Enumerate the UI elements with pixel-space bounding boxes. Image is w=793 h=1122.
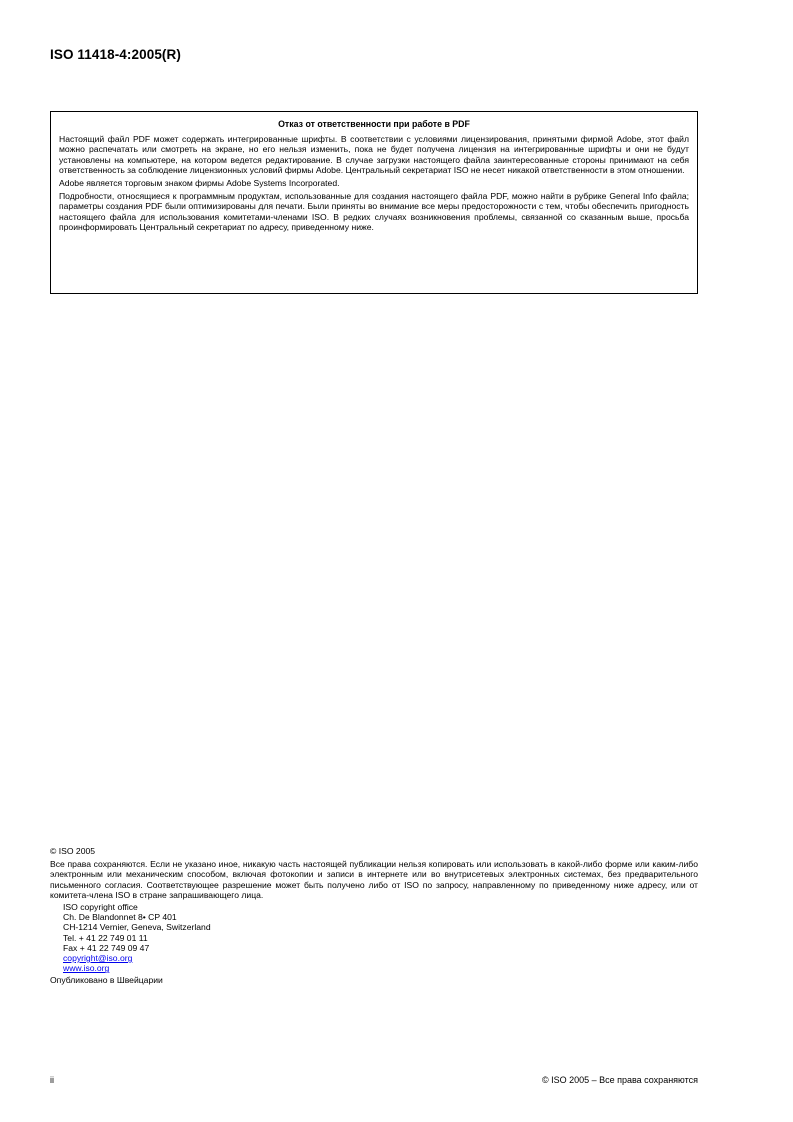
address-city: CH-1214 Vernier, Geneva, Switzerland xyxy=(63,922,211,933)
rights-text: Все права сохраняются. Если не указано иное, никакую часть настоящей публикации нельзя копировать или использовать в какой-либо форме или каким-либо электронным или механическим способом, включая фотокопии и записи в интернете или во внутрисетевых электронных системах, без предварительного письменного согласия. Соответствующее разрешение может быть получено либо от ISO по запросу, направленному по приведенному ниже адресу, или от комитета-члена ISO в стране запрашивающего лица. xyxy=(50,859,698,900)
address-tel: Tel. + 41 22 749 01 11 xyxy=(63,932,148,943)
address-street: Ch. De Blandonnet 8• CP 401 xyxy=(63,912,177,923)
email-link[interactable]: copyright@iso.org xyxy=(63,953,133,964)
disclaimer-title: Отказ от ответственности при работе в PDF xyxy=(278,119,470,129)
copyright-section xyxy=(50,846,698,986)
website-link[interactable]: www.iso.org xyxy=(63,963,110,974)
document-id: ISO 11418-4:2005(R) xyxy=(50,47,181,62)
disclaimer-paragraph: Настоящий файл PDF может содержать интегрированные шрифты. В соответствии с условиями лицензирования, принятыми фирмой Adobe, этот файл можно распечатать или смотреть на экране, но его нельзя изменить, пока не будет получена лицензия на интегрированные шрифты и они не будут установлены на компьютере, на котором ведется редактирование. В случае загрузки настоящего файла заинтересованные стороны принимают на себя ответственность за соблюдение лицензионных условий фирмы Adobe. Центральный секретариат ISO не несет никакой ответственности в этом отношении. xyxy=(59,134,689,175)
disclaimer-paragraph: Adobe является торговым знаком фирмы Adobe Systems Incorporated. xyxy=(59,178,340,189)
address-office: ISO copyright office xyxy=(63,902,138,913)
disclaimer-paragraph: Подробности, относящиеся к программным продуктам, использованные для создания настоящего файла PDF, можно найти в рубрике General Info файла; параметры создания PDF были оптимизированы для печати. Были приняты во внимание все меры предосторожности с тем, чтобы обеспечить пригодность настоящего файла для использования комитетами-членами ISO. В редких случаях возникновения проблемы, связанной со сказанным выше, просьба проинформировать Центральный секретариат по адресу, приведенному ниже. xyxy=(59,191,689,232)
page-number: ii xyxy=(50,1075,54,1085)
iso-address-block xyxy=(63,902,698,973)
published-in: Опубликовано в Швейцарии xyxy=(50,975,163,986)
copyright-symbol-line: © ISO 2005 xyxy=(50,846,96,856)
footer-copyright: © ISO 2005 – Все права сохраняются xyxy=(541,1075,698,1085)
address-fax: Fax + 41 22 749 09 47 xyxy=(63,942,150,953)
pdf-disclaimer-box xyxy=(50,111,698,294)
